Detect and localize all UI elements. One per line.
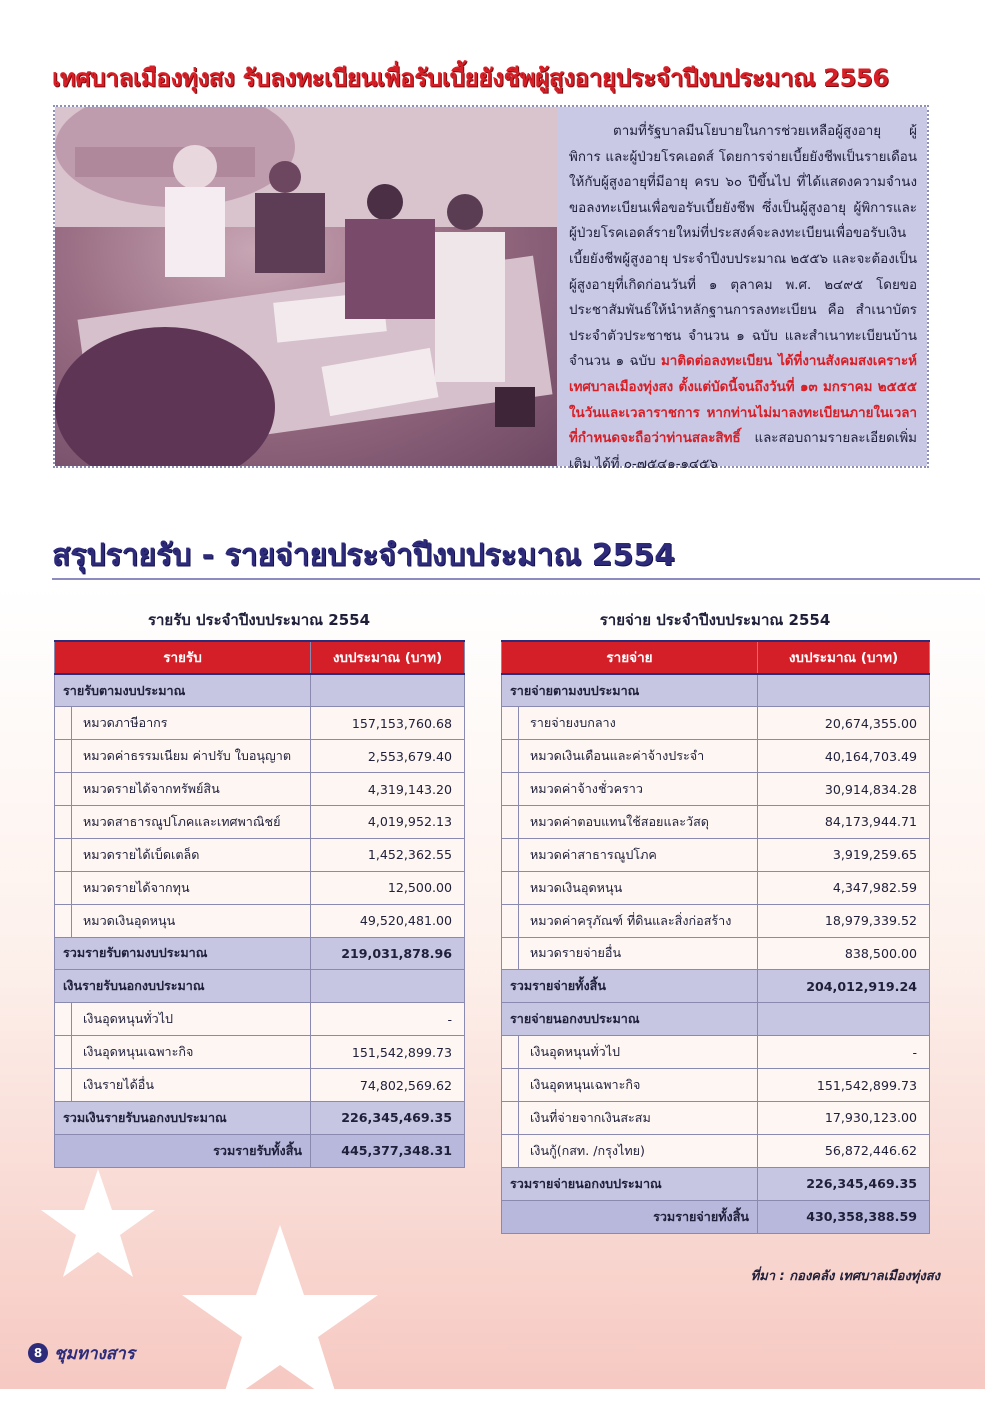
row-amount: 2,553,679.40: [311, 740, 465, 773]
row-label: เงินอุดหนุนทั่วไป: [55, 1003, 311, 1036]
row-amount: 226,345,469.35: [758, 1167, 930, 1200]
row-amount: 151,542,899.73: [311, 1036, 465, 1069]
table-row: [502, 1167, 930, 1200]
row-amount: 4,019,952.13: [311, 805, 465, 838]
table-row: [502, 838, 930, 871]
row-label: รวมรายจ่ายทั้งสิ้น: [502, 1200, 758, 1233]
article-text: [557, 107, 927, 472]
row-amount: 56,872,446.62: [758, 1134, 930, 1167]
article-highlight: มาติดต่อลงทะเบียน ได้ที่งานสังคมสงเคราะห์ เทศบาลเมืองทุ่งสง ตั้งแต่บัดนี้จนถึงวันที่ ๑๓ มกราคม ๒๕๕๕ ในวันและเวลาราชการ หากท่านไม่มาลงทะเบียนภายในเวลาที่กำหนดจะถือว่าท่านสละสิทธิ์: [569, 354, 918, 447]
section-title: สรุปรายรับ - รายจ่ายประจำปีงบประมาณ 2554: [52, 538, 676, 573]
row-label: เงินที่จ่ายจากเงินสะสม: [502, 1101, 758, 1134]
row-amount: 838,500.00: [758, 937, 930, 970]
row-label: หมวดรายจ่ายอื่น: [502, 937, 758, 970]
row-amount: -: [758, 1036, 930, 1069]
row-label: เงินกู้(กสท. /กรุงไทย): [502, 1134, 758, 1167]
row-label: หมวดรายได้จากทรัพย์สิน: [55, 773, 311, 806]
row-amount: 84,173,944.71: [758, 805, 930, 838]
expense-caption: รายจ่าย ประจำปีงบประมาณ 2554: [599, 611, 831, 629]
row-amount: [311, 970, 465, 1003]
row-label: หมวดค่าธรรมเนียม ค่าปรับ ใบอนุญาต: [55, 740, 311, 773]
row-label: หมวดค่าจ้างชั่วคราว: [502, 773, 758, 806]
row-label: เงินอุดหนุนเฉพาะกิจ: [502, 1069, 758, 1102]
row-amount: 1,452,362.55: [311, 838, 465, 871]
table-row: [55, 838, 465, 871]
table-row: [502, 871, 930, 904]
article-body-1: ตามที่รัฐบาลมีนโยบายในการช่วยเหลือผู้สูงอายุ ผู้พิการ และผู้ป่วยโรคเอดส์ โดยการจ่ายเบี้ยยังชีพเป็นรายเดือนให้กับผู้สูงอายุที่มีอายุ ครบ ๖๐ ปีขึ้นไป ที่ได้แสดงความจำนงขอลงทะเบียนเพื่อขอรับเบี้ยยังชีพ ซึ่งเป็นผู้สูงอายุ ผู้พิการและผู้ป่วยโรคเอดส์รายใหม่ที่ประสงค์จะลงทะเบียนเพื่อขอรับเงินเบี้ยยังชีพผู้สูงอายุ ประจำปีงบประมาณ ๒๕๕๖ และจะต้องเป็นผู้สูงอายุที่เกิดก่อนวันที่ ๑ ตุลาคม พ.ศ. ๒๔๙๕ โดยขอประชาสัมพันธ์ให้นำหลักฐานการลงทะเบียน คือ สำเนาบัตรประจำตัวประชาชน จำนวน ๑ ฉบับ และสำเนาทะเบียนบ้าน จำนวน ๑ ฉบับ: [569, 124, 917, 370]
table-row: [55, 674, 465, 707]
row-amount: [758, 1003, 930, 1036]
table-row: [502, 674, 930, 707]
row-label: เงินรายได้อื่น: [55, 1069, 311, 1102]
row-label: เงินอุดหนุนเฉพาะกิจ: [55, 1036, 311, 1069]
table-row: [55, 1003, 465, 1036]
row-amount: 17,930,123.00: [758, 1101, 930, 1134]
row-amount: 445,377,348.31: [311, 1134, 465, 1167]
table-row: [55, 1134, 465, 1167]
row-amount: 12,500.00: [311, 871, 465, 904]
row-label: หมวดค่าตอบแทนใช้สอยและวัสดุ: [502, 805, 758, 838]
row-label: รายจ่ายนอกงบประมาณ: [502, 1003, 758, 1036]
row-amount: 49,520,481.00: [311, 904, 465, 937]
table-row: [502, 1069, 930, 1102]
row-label: เงินอุดหนุนทั่วไป: [502, 1036, 758, 1069]
row-label: รายจ่ายตามงบประมาณ: [502, 674, 758, 707]
table-row: [502, 937, 930, 970]
table-row: [502, 773, 930, 806]
row-amount: 18,979,339.52: [758, 904, 930, 937]
income-col-label: รายรับ: [55, 641, 311, 674]
row-amount: [758, 674, 930, 707]
row-amount: 219,031,878.96: [311, 937, 465, 970]
row-amount: 204,012,919.24: [758, 970, 930, 1003]
row-label: หมวดรายได้จากทุน: [55, 871, 311, 904]
row-label: รวมรายรับทั้งสิ้น: [55, 1134, 311, 1167]
row-label: เงินรายรับนอกงบประมาณ: [55, 970, 311, 1003]
row-label: รวมเงินรายรับนอกงบประมาณ: [55, 1101, 311, 1134]
row-label: รายจ่ายงบกลาง: [502, 707, 758, 740]
table-row: [502, 1200, 930, 1233]
table-row: [502, 1134, 930, 1167]
table-row: [55, 937, 465, 970]
row-amount: 4,319,143.20: [311, 773, 465, 806]
table-row: [55, 1101, 465, 1134]
row-amount: 226,345,469.35: [311, 1101, 465, 1134]
row-label: หมวดค่าครุภัณฑ์ ที่ดินและสิ่งก่อสร้าง: [502, 904, 758, 937]
source-note: ที่มา : กองคลัง เทศบาลเมืองทุ่งสง: [750, 1269, 940, 1284]
row-amount: 430,358,388.59: [758, 1200, 930, 1233]
table-row: [55, 740, 465, 773]
row-amount: [311, 674, 465, 707]
table-row: [55, 904, 465, 937]
table-row: [502, 1036, 930, 1069]
magazine-name: ชุมทางสาร: [54, 1344, 135, 1364]
table-row: [502, 1101, 930, 1134]
row-label: หมวดค่าสาธารณูปโภค: [502, 838, 758, 871]
table-row: [55, 805, 465, 838]
people-registering-photo: [55, 107, 557, 466]
table-row: [502, 970, 930, 1003]
table-row: [502, 805, 930, 838]
table-row: [55, 970, 465, 1003]
row-label: หมวดภาษีอากร: [55, 707, 311, 740]
row-amount: 4,347,982.59: [758, 871, 930, 904]
row-label: รวมรายจ่ายนอกงบประมาณ: [502, 1167, 758, 1200]
row-amount: 157,153,760.68: [311, 707, 465, 740]
row-label: หมวดเงินเดือนและค่าจ้างประจำ: [502, 740, 758, 773]
table-row: [55, 773, 465, 806]
table-row: [502, 904, 930, 937]
row-amount: 151,542,899.73: [758, 1069, 930, 1102]
row-label: รายรับตามงบประมาณ: [55, 674, 311, 707]
row-amount: 20,674,355.00: [758, 707, 930, 740]
row-label: รวมรายจ่ายทั้งสิ้น: [502, 970, 758, 1003]
table-row: [502, 707, 930, 740]
row-amount: 40,164,703.49: [758, 740, 930, 773]
expense-table: [501, 640, 930, 1234]
row-amount: 74,802,569.62: [311, 1069, 465, 1102]
page-number: 8: [28, 1343, 48, 1363]
row-amount: 30,914,834.28: [758, 773, 930, 806]
table-row: [502, 1003, 930, 1036]
table-row: [55, 871, 465, 904]
row-label: รวมรายรับตามงบประมาณ: [55, 937, 311, 970]
table-row: [55, 1036, 465, 1069]
income-table: [54, 640, 465, 1168]
row-amount: -: [311, 1003, 465, 1036]
income-col-amount: งบประมาณ (บาท): [311, 641, 465, 674]
row-amount: 3,919,259.65: [758, 838, 930, 871]
expense-col-amount: งบประมาณ (บาท): [758, 641, 930, 674]
table-row: [55, 1069, 465, 1102]
income-caption: รายรับ ประจำปีงบประมาณ 2554: [147, 611, 371, 629]
headline: เทศบาลเมืองทุ่งสง รับลงทะเบียนเพื่อรับเบี้ยยังชีพผู้สูงอายุประจำปีงบประมาณ 2556: [52, 64, 889, 92]
row-label: หมวดรายได้เบ็ดเตล็ด: [55, 838, 311, 871]
section-divider: [52, 578, 980, 580]
row-label: หมวดเงินอุดหนุน: [502, 871, 758, 904]
expense-col-label: รายจ่าย: [502, 641, 758, 674]
article-body-2: และสอบถามรายละเอียดเพิ่มเติม ได้ที่ ๐-๗๕๔๑-๑๔๕๖: [569, 431, 917, 472]
row-label: หมวดเงินอุดหนุน: [55, 904, 311, 937]
row-label: หมวดสาธารณูปโภคและเทศพาณิชย์: [55, 805, 311, 838]
table-row: [502, 740, 930, 773]
table-row: [55, 707, 465, 740]
